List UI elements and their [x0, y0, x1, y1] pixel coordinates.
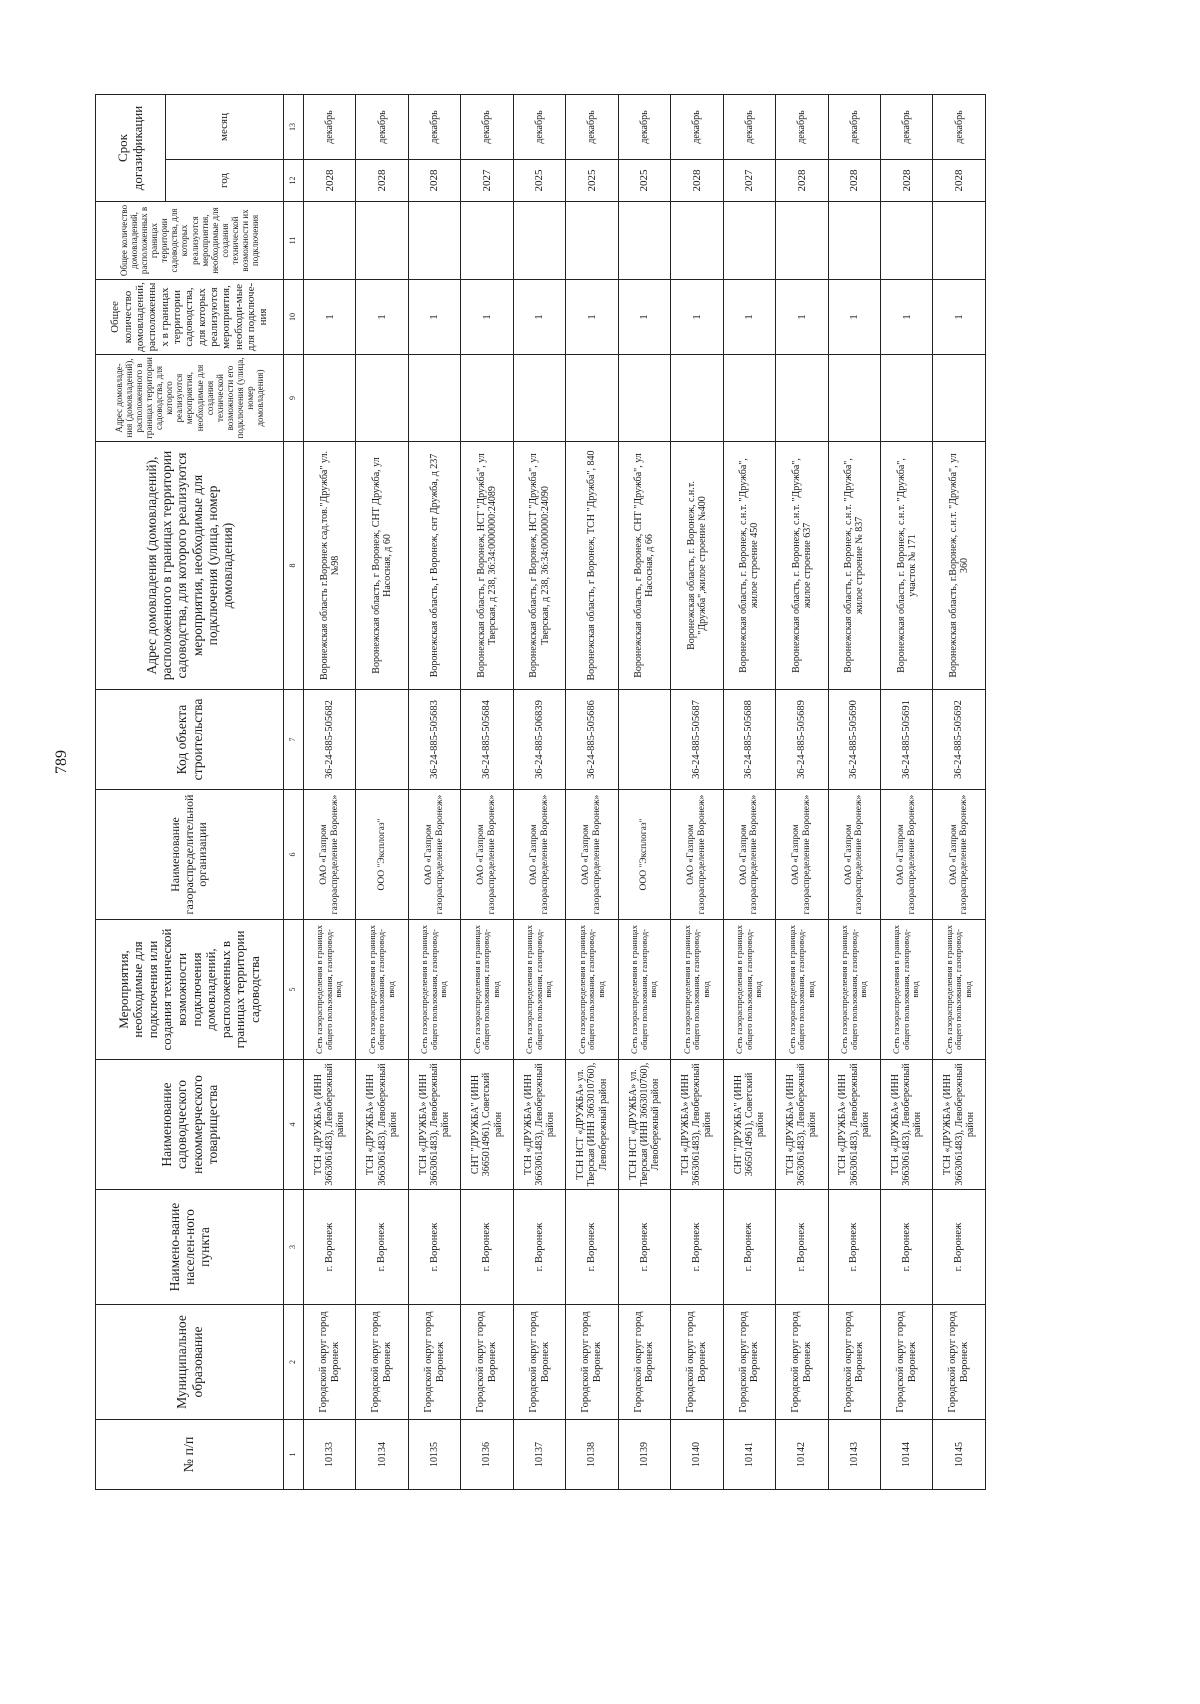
cell-measures: Сеть газораспределения в границах общего пользования, газопровод-ввод: [408, 920, 460, 1060]
cell-gas-org: ОАО «Газпром газораспределение Воронеж»: [513, 790, 565, 920]
cell-count-connect: 1: [776, 280, 828, 355]
cell-month: декабрь: [513, 95, 565, 160]
cell-count-connect: 1: [933, 280, 985, 355]
cell-num: 10142: [776, 1420, 828, 1490]
cell-count-tech: [776, 202, 828, 280]
cell-address-connect: Воронежская область г.Воронеж сад.тов."Дружба" ул.№98: [304, 442, 356, 690]
cell-measures: Сеть газораспределения в границах общего пользования, газопровод-ввод: [618, 920, 670, 1060]
cell-address-connect: Воронежская область, г Воронеж, снт Дружба, д 237: [408, 442, 460, 690]
header-row: [96, 95, 166, 1490]
table-row: [356, 95, 408, 1490]
column-number: 7: [284, 690, 304, 790]
cell-num: 10139: [618, 1420, 670, 1490]
header-partnership: Наименование садоводческого некоммерческого товарищества: [96, 1060, 284, 1190]
cell-address-connect: Воронежская область, г. Воронеж, с.н.т. "Дружба", жилое строение 450: [723, 442, 775, 690]
cell-gas-org: ОАО «Газпром газораспределение Воронеж»: [408, 790, 460, 920]
column-number: 5: [284, 920, 304, 1060]
cell-gas-org: ООО "Эксплогаз": [618, 790, 670, 920]
document-sheet: [95, 95, 985, 1490]
header-count-connect: Общее количество домовладений, расположенных в границах территории садоводства, для которых реализуются мероприятия, необходи-мые для подключе-ния: [96, 280, 284, 355]
cell-year: 2025: [618, 160, 670, 202]
cell-address-tech: [618, 355, 670, 442]
cell-address-tech: [408, 355, 460, 442]
cell-partnership: ТСН «ДРУЖБА» (ИНН 3663061483), Левобережный район: [880, 1060, 932, 1190]
cell-municipality: Городской округ город Воронеж: [880, 1305, 932, 1420]
cell-gas-org: ОАО «Газпром газораспределение Воронеж»: [776, 790, 828, 920]
cell-municipality: Городской округ город Воронеж: [723, 1305, 775, 1420]
cell-partnership: ТСН «ДРУЖБА» (ИНН 3663061483), Левобережный район: [671, 1060, 723, 1190]
cell-object-code: 36-24-885-505682: [304, 690, 356, 790]
cell-settlement: г. Воронеж: [933, 1190, 985, 1305]
cell-count-connect: 1: [566, 280, 618, 355]
cell-count-tech: [408, 202, 460, 280]
cell-year: 2028: [776, 160, 828, 202]
cell-object-code: 36-24-885-505692: [933, 690, 985, 790]
gasification-table: [95, 94, 986, 1490]
header-gas-org: Наименование газораспределительной организации: [96, 790, 284, 920]
table-row: [618, 95, 670, 1490]
cell-count-tech: [304, 202, 356, 280]
cell-num: 10133: [304, 1420, 356, 1490]
column-number: 8: [284, 442, 304, 690]
cell-municipality: Городской округ город Воронеж: [513, 1305, 565, 1420]
cell-year: 2025: [513, 160, 565, 202]
cell-settlement: г. Воронеж: [356, 1190, 408, 1305]
cell-address-connect: Воронежская область, г Воронеж, СНТ Дружба, ул Насосная, д 60: [356, 442, 408, 690]
table-row: [828, 95, 880, 1490]
cell-address-tech: [461, 355, 513, 442]
cell-address-tech: [933, 355, 985, 442]
cell-gas-org: ОАО «Газпром газораспределение Воронеж»: [880, 790, 932, 920]
cell-year: 2028: [304, 160, 356, 202]
cell-address-connect: Воронежская область, г Воронеж, СНТ "Дружба", ул Насосная, д 66: [618, 442, 670, 690]
cell-partnership: СНТ "ДРУЖБА" (ИНН 3665014961), Советский район: [461, 1060, 513, 1190]
cell-object-code: 36-24-885-505691: [880, 690, 932, 790]
cell-address-tech: [566, 355, 618, 442]
cell-year: 2025: [566, 160, 618, 202]
cell-municipality: Городской округ город Воронеж: [671, 1305, 723, 1420]
table-row: [461, 95, 513, 1490]
cell-object-code: 36-24-885-505686: [566, 690, 618, 790]
cell-month: декабрь: [723, 95, 775, 160]
cell-measures: Сеть газораспределения в границах общего пользования, газопровод-ввод: [356, 920, 408, 1060]
cell-count-tech: [723, 202, 775, 280]
cell-object-code: [356, 690, 408, 790]
cell-month: декабрь: [356, 95, 408, 160]
cell-count-tech: [828, 202, 880, 280]
cell-partnership: ТСН «ДРУЖБА» (ИНН 3663061483), Левобережный район: [513, 1060, 565, 1190]
column-number: 2: [284, 1305, 304, 1420]
cell-object-code: 36-24-885-505683: [408, 690, 460, 790]
cell-gas-org: ООО "Эксплогаз": [356, 790, 408, 920]
header-address-connect: Адрес домовладения (домовладений), расположенного в границах территории садоводства, для которого реализуются мероприятия, необходимые для подключения (улица, номер домовладения): [96, 442, 284, 690]
cell-year: 2028: [828, 160, 880, 202]
cell-month: декабрь: [933, 95, 985, 160]
cell-municipality: Городской округ город Воронеж: [933, 1305, 985, 1420]
table-row: [933, 95, 985, 1490]
cell-gas-org: ОАО «Газпром газораспределение Воронеж»: [828, 790, 880, 920]
cell-municipality: Городской округ город Воронеж: [461, 1305, 513, 1420]
table-row: [671, 95, 723, 1490]
cell-measures: Сеть газораспределения в границах общего пользования, газопровод-ввод: [461, 920, 513, 1060]
table-row: [880, 95, 932, 1490]
cell-address-connect: Воронежская область, г Воронеж, ТСН "Дружба", 840: [566, 442, 618, 690]
cell-count-connect: 1: [723, 280, 775, 355]
table-row: [566, 95, 618, 1490]
cell-month: декабрь: [408, 95, 460, 160]
table-row: [304, 95, 356, 1490]
table-header: [96, 95, 304, 1490]
cell-address-connect: Воронежская область, г Воронеж, НСТ "Дружба", ул Тверская, д 238, 36:34:0000000:24090: [513, 442, 565, 690]
cell-count-tech: [671, 202, 723, 280]
cell-measures: Сеть газораспределения в границах общего пользования, газопровод-ввод: [566, 920, 618, 1060]
cell-month: декабрь: [671, 95, 723, 160]
cell-measures: Сеть газораспределения в границах общего пользования, газопровод-ввод: [513, 920, 565, 1060]
cell-address-tech: [828, 355, 880, 442]
cell-address-tech: [304, 355, 356, 442]
cell-object-code: 36-24-885-505689: [776, 690, 828, 790]
column-number: 1: [284, 1420, 304, 1490]
cell-settlement: г. Воронеж: [408, 1190, 460, 1305]
header-address-tech: Адрес домовладе-ния (домовладений), расположенного в границах территории садоводства, для которого реализуются мероприятия, необходимые для создания технической возможности его подключения (улица, номер домовладения): [96, 355, 284, 442]
cell-count-connect: 1: [408, 280, 460, 355]
cell-municipality: Городской округ город Воронеж: [828, 1305, 880, 1420]
cell-gas-org: ОАО «Газпром газораспределение Воронеж»: [304, 790, 356, 920]
cell-municipality: Городской округ город Воронеж: [356, 1305, 408, 1420]
cell-num: 10137: [513, 1420, 565, 1490]
cell-partnership: СНТ "ДРУЖБА" (ИНН 3665014961), Советский район: [723, 1060, 775, 1190]
cell-settlement: г. Воронеж: [723, 1190, 775, 1305]
cell-gas-org: ОАО «Газпром газораспределение Воронеж»: [723, 790, 775, 920]
cell-municipality: Городской округ город Воронеж: [618, 1305, 670, 1420]
column-number: 11: [284, 202, 304, 280]
cell-count-connect: 1: [304, 280, 356, 355]
cell-measures: Сеть газораспределения в границах общего пользования, газопровод-ввод: [304, 920, 356, 1060]
cell-num: 10134: [356, 1420, 408, 1490]
header-municipality: Муниципальное образование: [96, 1305, 284, 1420]
column-number: 13: [284, 95, 304, 160]
rotated-table-wrapper: [95, 95, 985, 1490]
cell-num: 10140: [671, 1420, 723, 1490]
cell-measures: Сеть газораспределения в границах общего пользования, газопровод-ввод: [671, 920, 723, 1060]
cell-num: 10138: [566, 1420, 618, 1490]
cell-object-code: [618, 690, 670, 790]
cell-count-tech: [566, 202, 618, 280]
cell-year: 2027: [723, 160, 775, 202]
cell-measures: Сеть газораспределения в границах общего пользования, газопровод-ввод: [723, 920, 775, 1060]
header-settlement: Наимено-вание населен-ного пункта: [96, 1190, 284, 1305]
cell-count-tech: [933, 202, 985, 280]
cell-address-tech: [880, 355, 932, 442]
header-num: № п/п: [96, 1420, 284, 1490]
cell-month: декабрь: [461, 95, 513, 160]
cell-settlement: г. Воронеж: [828, 1190, 880, 1305]
cell-municipality: Городской округ город Воронеж: [566, 1305, 618, 1420]
cell-settlement: г. Воронеж: [671, 1190, 723, 1305]
cell-object-code: 36-24-885-505687: [671, 690, 723, 790]
cell-year: 2028: [408, 160, 460, 202]
cell-num: 10135: [408, 1420, 460, 1490]
cell-settlement: г. Воронеж: [461, 1190, 513, 1305]
cell-month: декабрь: [304, 95, 356, 160]
cell-address-tech: [356, 355, 408, 442]
cell-num: 10143: [828, 1420, 880, 1490]
cell-num: 10145: [933, 1420, 985, 1490]
cell-address-tech: [776, 355, 828, 442]
cell-object-code: 36-24-885-506839: [513, 690, 565, 790]
cell-municipality: Городской округ город Воронеж: [408, 1305, 460, 1420]
cell-count-tech: [618, 202, 670, 280]
table-row: [408, 95, 460, 1490]
cell-count-tech: [513, 202, 565, 280]
cell-year: 2027: [461, 160, 513, 202]
cell-count-connect: 1: [513, 280, 565, 355]
column-number: 12: [284, 160, 304, 202]
header-deadline: Срок догазификации: [96, 95, 166, 202]
cell-gas-org: ОАО «Газпром газораспределение Воронеж»: [933, 790, 985, 920]
header-year: год: [166, 160, 284, 202]
cell-num: 10136: [461, 1420, 513, 1490]
header-measures: Мероприятия, необходимые для подключения или создания технической возможности подключения домовладений, расположенных в границах территории садоводства: [96, 920, 284, 1060]
cell-count-connect: 1: [618, 280, 670, 355]
cell-measures: Сеть газораспределения в границах общего пользования, газопровод-ввод: [776, 920, 828, 1060]
column-number: 3: [284, 1190, 304, 1305]
cell-object-code: 36-24-885-505688: [723, 690, 775, 790]
cell-month: декабрь: [566, 95, 618, 160]
cell-settlement: г. Воронеж: [618, 1190, 670, 1305]
cell-address-connect: Воронежская область, г. Воронеж, с.н.т. "Дружба", жилое строение № 837: [828, 442, 880, 690]
cell-municipality: Городской округ город Воронеж: [776, 1305, 828, 1420]
cell-year: 2028: [880, 160, 932, 202]
cell-settlement: г. Воронеж: [304, 1190, 356, 1305]
cell-partnership: ТСН «ДРУЖБА» (ИНН 3663061483), Левобережный район: [933, 1060, 985, 1190]
cell-settlement: г. Воронеж: [566, 1190, 618, 1305]
cell-month: декабрь: [828, 95, 880, 160]
cell-settlement: г. Воронеж: [513, 1190, 565, 1305]
column-number: 4: [284, 1060, 304, 1190]
cell-count-connect: 1: [671, 280, 723, 355]
cell-count-connect: 1: [880, 280, 932, 355]
column-number-row: [284, 95, 304, 1490]
page-number: 789: [53, 750, 70, 774]
cell-partnership: ТСН «ДРУЖБА» (ИНН 3663061483), Левобережный район: [776, 1060, 828, 1190]
header-month: месяц: [166, 95, 284, 160]
cell-num: 10144: [880, 1420, 932, 1490]
cell-count-tech: [880, 202, 932, 280]
cell-gas-org: ОАО «Газпром газораспределение Воронеж»: [566, 790, 618, 920]
cell-partnership: ТСН «ДРУЖБА» (ИНН 3663061483), Левобережный район: [304, 1060, 356, 1190]
cell-year: 2028: [356, 160, 408, 202]
cell-count-connect: 1: [828, 280, 880, 355]
cell-settlement: г. Воронеж: [776, 1190, 828, 1305]
cell-partnership: ТСН НСТ «ДРУЖБА» ул. Тверская (ИНН 3663010760), Левобережный район: [618, 1060, 670, 1190]
cell-measures: Сеть газораспределения в границах общего пользования, газопровод-ввод: [880, 920, 932, 1060]
cell-month: декабрь: [880, 95, 932, 160]
cell-month: декабрь: [618, 95, 670, 160]
header-count-tech: Общее количество домовладений, расположенных в границах территории садоводства, для которых реализуются мероприятия, необходимые для создания технической возможности их подключения: [96, 202, 284, 280]
cell-address-connect: Воронежская область, г.Воронеж, с.н.т. "Дружба", ул 360: [933, 442, 985, 690]
cell-address-tech: [513, 355, 565, 442]
cell-measures: Сеть газораспределения в границах общего пользования, газопровод-ввод: [828, 920, 880, 1060]
cell-gas-org: ОАО «Газпром газораспределение Воронеж»: [671, 790, 723, 920]
cell-measures: Сеть газораспределения в границах общего пользования, газопровод-ввод: [933, 920, 985, 1060]
cell-partnership: ТСН «ДРУЖБА» (ИНН 3663061483), Левобережный район: [408, 1060, 460, 1190]
cell-object-code: 36-24-885-505690: [828, 690, 880, 790]
cell-year: 2028: [671, 160, 723, 202]
cell-count-tech: [461, 202, 513, 280]
cell-address-connect: Воронежская область, г. Воронеж, с.н.т. "Дружба", участок № 171: [880, 442, 932, 690]
cell-num: 10141: [723, 1420, 775, 1490]
cell-month: декабрь: [776, 95, 828, 160]
cell-count-tech: [356, 202, 408, 280]
column-number: 10: [284, 280, 304, 355]
cell-partnership: ТСН НСТ «ДРУЖБА» ул. Тверская (ИНН 3663010760), Левобережный район: [566, 1060, 618, 1190]
cell-address-connect: Воронежская область, г. Воронеж, с.н.т. "Дружба", жилое строение 637: [776, 442, 828, 690]
cell-address-tech: [723, 355, 775, 442]
table-body: [304, 95, 986, 1490]
cell-municipality: Городской округ город Воронеж: [304, 1305, 356, 1420]
column-number: 6: [284, 790, 304, 920]
cell-gas-org: ОАО «Газпром газораспределение Воронеж»: [461, 790, 513, 920]
cell-settlement: г. Воронеж: [880, 1190, 932, 1305]
table-row: [723, 95, 775, 1490]
cell-year: 2028: [933, 160, 985, 202]
cell-address-tech: [671, 355, 723, 442]
cell-partnership: ТСН «ДРУЖБА» (ИНН 3663061483), Левобережный район: [356, 1060, 408, 1190]
cell-address-connect: Воронежская область, г Воронеж, НСТ "Дружба", ул Тверская, д 238, 36:34:0000000:24089: [461, 442, 513, 690]
table-row: [776, 95, 828, 1490]
table-row: [513, 95, 565, 1490]
cell-address-connect: Воронежская область, г. Воронеж, с.н.т. "Дружба",жилое строение №400: [671, 442, 723, 690]
cell-count-connect: 1: [356, 280, 408, 355]
cell-count-connect: 1: [461, 280, 513, 355]
cell-object-code: 36-24-885-505684: [461, 690, 513, 790]
cell-partnership: ТСН «ДРУЖБА» (ИНН 3663061483), Левобережный район: [828, 1060, 880, 1190]
column-number: 9: [284, 355, 304, 442]
header-object-code: Код объекта строительства: [96, 690, 284, 790]
